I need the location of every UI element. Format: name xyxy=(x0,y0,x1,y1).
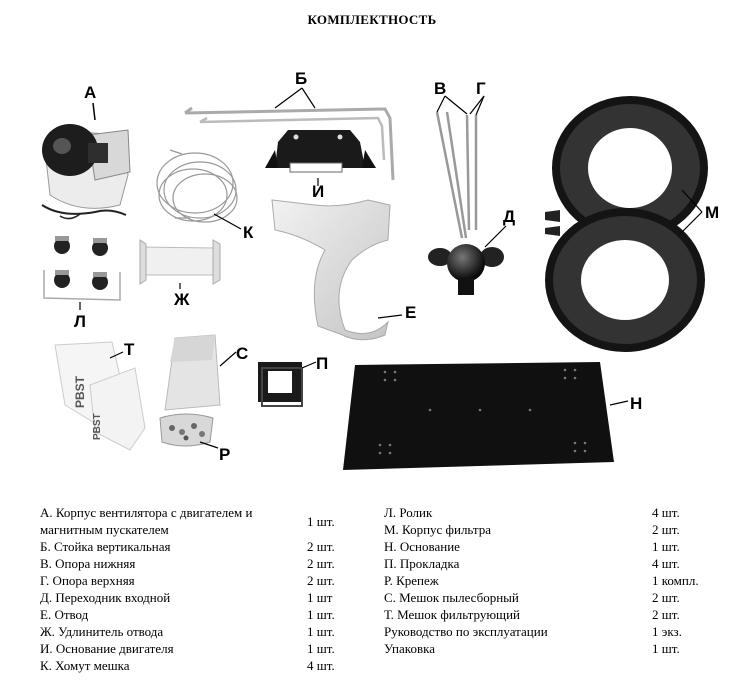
list-item: Р. Крепеж 1 компл. xyxy=(384,573,699,588)
label-n: Н xyxy=(630,394,643,413)
label-s: С xyxy=(236,344,249,363)
list-item: К. Хомут мешка 4 шт. xyxy=(40,658,335,673)
label-m: М xyxy=(705,203,720,222)
label-b: Б xyxy=(295,69,308,88)
bag-print: PBST xyxy=(92,413,103,440)
inlet-adapter xyxy=(428,244,504,295)
label-e: Е xyxy=(405,303,417,322)
label-k: К xyxy=(243,223,254,242)
supports xyxy=(437,112,476,238)
label-d: Д xyxy=(503,207,516,226)
label-t: Т xyxy=(124,340,135,359)
label-p: П xyxy=(316,354,329,373)
label-l: Л xyxy=(74,312,86,331)
list-item: Упаковка 1 шт. xyxy=(384,641,680,656)
list-item: Д. Переходник входной 1 шт xyxy=(40,590,333,605)
elbow-extension xyxy=(140,240,220,284)
label-a: А xyxy=(84,83,97,102)
gasket xyxy=(258,362,302,406)
list-item: Е. Отвод 1 шт. xyxy=(40,607,335,622)
bag-print: PBST xyxy=(73,375,87,408)
list-item: В. Опора нижняя 2 шт. xyxy=(40,556,335,571)
list-item: М. Корпус фильтра 2 шт. xyxy=(384,522,680,537)
page-title: КОМПЛЕКТНОСТЬ xyxy=(307,12,437,27)
caster-wheels xyxy=(44,236,120,300)
list-item: С. Мешок пылесборный 2 шт. xyxy=(384,590,680,605)
fasteners xyxy=(160,414,213,446)
parts-list-left xyxy=(40,504,350,674)
dust-bag xyxy=(165,335,220,410)
list-item: П. Прокладка 4 шт. xyxy=(384,556,680,571)
label-v: В xyxy=(434,79,447,98)
label-g: Г xyxy=(476,79,486,98)
list-item: Т. Мешок фильтрующий 2 шт. xyxy=(384,607,680,622)
label-zh: Ж xyxy=(174,290,190,309)
parts-list-right xyxy=(384,504,714,657)
list-item: Л. Ролик 4 шт. xyxy=(384,505,680,520)
list-item: И. Основание двигателя 1 шт. xyxy=(40,641,335,656)
filter-housing xyxy=(545,96,708,352)
list-item: Г. Опора верхняя 2 шт. xyxy=(40,573,335,588)
label-r: Р xyxy=(219,445,231,464)
label-i: И xyxy=(312,182,325,201)
bag-clamp xyxy=(157,150,237,222)
motor-base xyxy=(265,130,376,172)
elbow xyxy=(272,200,390,340)
fan-housing-with-motor xyxy=(42,124,130,219)
list-item: Руководство по эксплуатации 1 экз. xyxy=(384,624,682,639)
base-plate xyxy=(343,362,614,470)
list-item: Б. Стойка вертикальная 2 шт. xyxy=(40,539,335,554)
list-item: Ж. Удлинитель отвода 1 шт. xyxy=(40,624,335,639)
list-item: А. Корпус вентилятора с двигателем и магнитным пускателем 1 шт. xyxy=(40,505,335,537)
list-item: Н. Основание 1 шт. xyxy=(384,539,680,554)
